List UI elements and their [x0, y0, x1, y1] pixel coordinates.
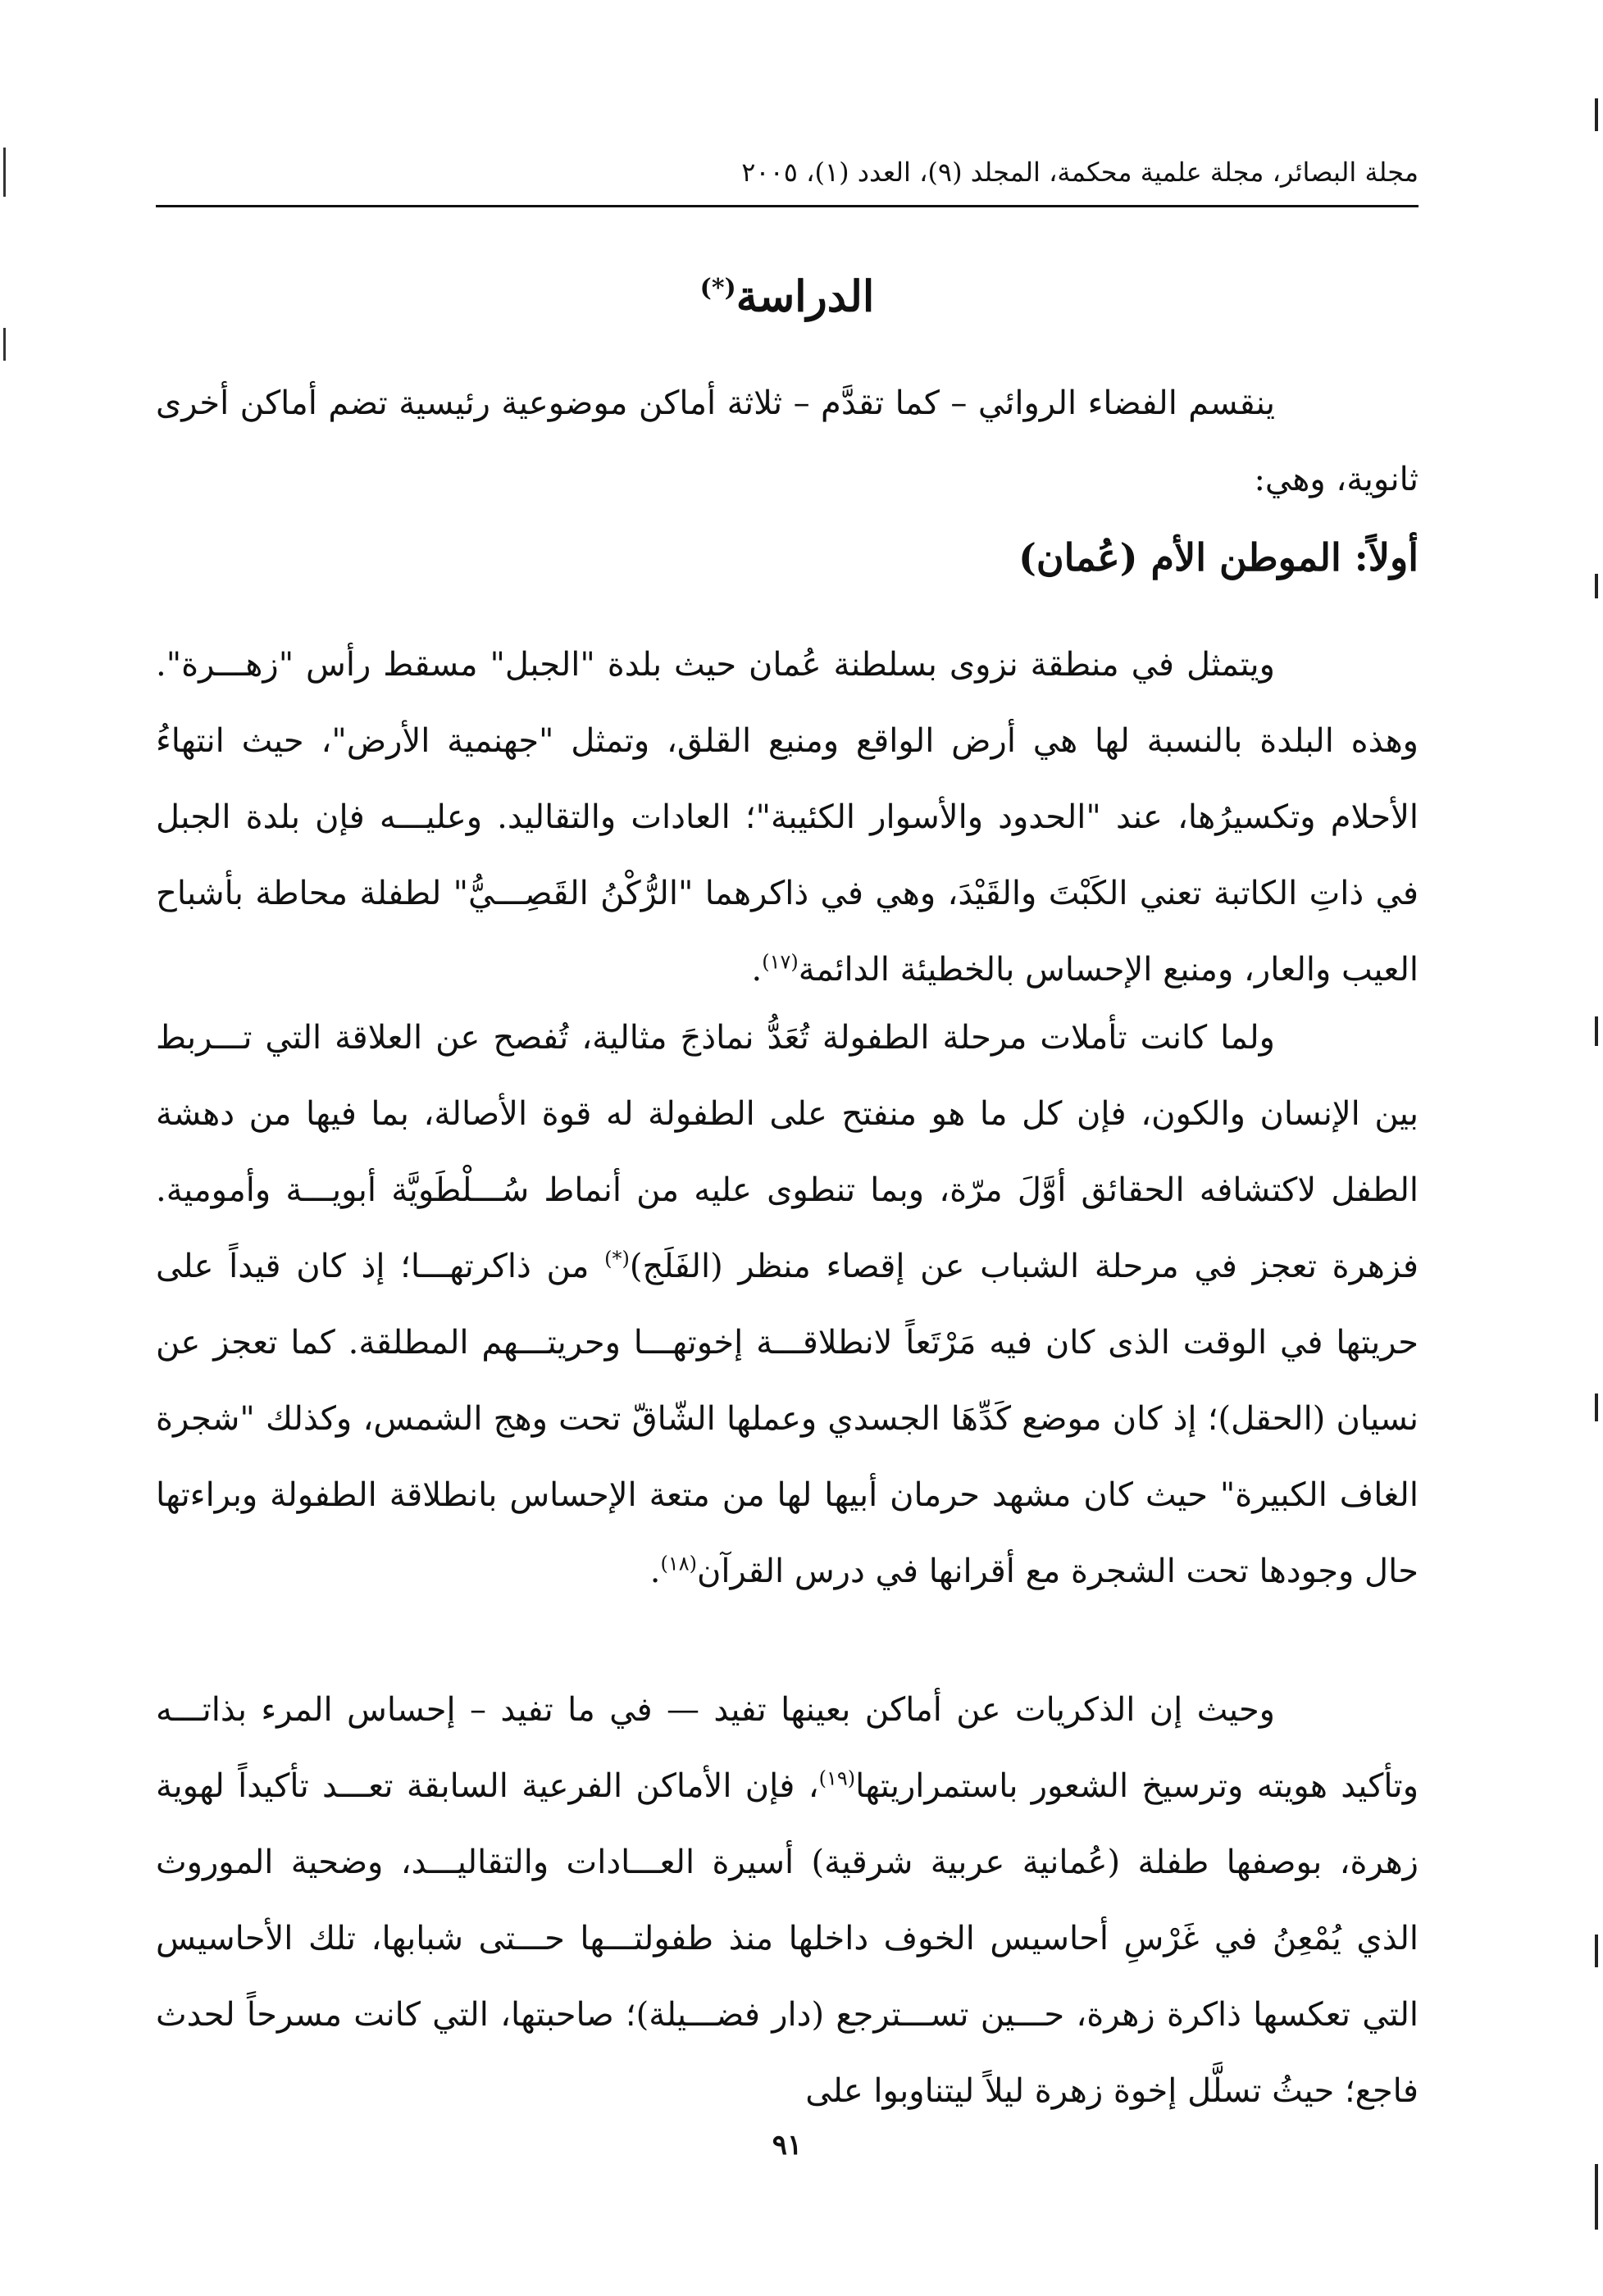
scan-edge-mark — [1595, 1016, 1598, 1046]
footnote-ref-19: (١٩) — [818, 1766, 856, 1790]
subheading-homeland: أولاً: الموطن الأم (عُمان) — [1018, 535, 1419, 580]
paragraph-childhood — [156, 1000, 1419, 1610]
header-divider — [156, 205, 1419, 207]
scan-edge-mark — [1595, 1394, 1598, 1421]
paragraph-text: ولما كانت تأملات مرحلة الطفولة تُعَدُّ نماذجَ مثالية، تُفصح عن العلاقة التي تـــربط بين الإنسان والكون، فإن كل ما هو منفتح على الطفولة له قوة الأصالة، بما فيها من دهشة الطفل لاكتشافه الحقائق أوَّلَ مرّة، وبما تنطوى عليه من أنماط سُـــلْطَويَّة أبويـــة وأمومية. فزهرة تعجز في مرحلة الشباب عن إقصاء منظر (الفَلَج) — [156, 1019, 1419, 1285]
paragraph-text: ويتمثل في منطقة نزوى بسلطنة عُمان حيث بلدة "الجبل" مسقط رأس "زهـــرة". وهذه البلدة بالنسبة لها هي أرض الواقع ومنبع القلق، وتمثل "جهنمية الأرض"، حيث انتهاءُ الأحلام وتكسيرُها، عند "الحدود والأسوار الكئيبة"؛ العادات والتقاليد. وعليـــه فإن بلدة الجبل في ذاتِ الكاتبة تعني الكَبْتَ والقَيْدَ، وهي في ذاكرهما "الرُّكْنُ القَصِـــيُّ" لطفلة محاطة بأشباح العيب والعار، ومنبع الإحساس بالخطيئة الدائمة — [156, 646, 1419, 989]
paragraph-text-continued: ، فإن الأماكن الفرعية السابقة تعـــد تأكيداً لهوية زهرة، بوصفها طفلة (عُمانية عربية شرقية) أسيرة العـــادات والتقاليـــد، وضحية الموروث الذي يُمْعِنُ في غَرْسِ أحاسيس الخوف داخلها منذ طفولتـــها حـــتى شبابها، تلك الأحاسيس التي تعكسها ذاكرة زهرة، حـــين تســـترجع (دار فضـــيلة)؛ صاحبتها، التي كانت مسرحاً لحدث فاجع؛ حيثُ تسلَّل إخوة زهرة ليلاً ليتناوبوا على — [156, 1767, 1419, 2110]
paragraph-end: . — [649, 1553, 661, 1590]
page-number: ٩١ — [772, 2129, 803, 2162]
intro-paragraph: ينقسم الفضاء الروائي – كما تقدَّم – ثلاثة أماكن موضوعية رئيسية تضم أماكن أخرى ثانوية، وهي: — [156, 384, 1419, 498]
scan-edge-mark — [3, 148, 6, 197]
section-title-footnote-marker: (*) — [699, 274, 736, 302]
journal-page — [156, 0, 1419, 2296]
footnote-ref-18: (١٨) — [660, 1552, 698, 1575]
footnote-ref-star: (*) — [604, 1247, 630, 1271]
paragraph-end: . — [751, 951, 763, 989]
scan-edge-mark — [3, 328, 6, 361]
paragraph-homeland — [156, 627, 1419, 1008]
scan-edge-mark — [1595, 574, 1598, 598]
footnote-ref-17: (١٧) — [762, 950, 799, 974]
running-header: مجلة البصائر، مجلة علمية محكمة، المجلد (٩)، العدد (١)، ٢٠٠٥ — [741, 157, 1419, 188]
section-title — [156, 262, 1419, 323]
scan-edge-mark — [1595, 1935, 1598, 1967]
scan-edge-mark — [1595, 98, 1598, 131]
paragraph-memories — [156, 1672, 1419, 2130]
paragraph-text: وحيث إن الذكريات عن أماكن بعينها تفيد — في ما تفيد – إحساس المرء بذاتـــه وتأكيد هويته وترسيخ الشعور باستمراريتها — [156, 1691, 1419, 1805]
paragraph-text-continued: من ذاكرتهـــا؛ إذ كان قيداً على حريتها في الوقت الذى كان فيه مَرْتَعاً لانطلاقـــة إخوتهـــا وحريتـــهم المطلقة. كما تعجز عن نسيان (الحقل)؛ إذ كان موضع كَدِّهَا الجسدي وعملها الشّاقّ تحت وهج الشمس، وكذلك "شجرة الغاف الكبيرة" حيث كان مشهد حرمان أبيها لها من متعة الإحساس بانطلاقة الطفولة وبراءتها حال وجودها تحت الشجرة مع أقرانها في درس القرآن — [156, 1248, 1419, 1590]
section-title-text: الدراسة — [735, 271, 875, 322]
scan-edge-mark — [1595, 2164, 1598, 2230]
